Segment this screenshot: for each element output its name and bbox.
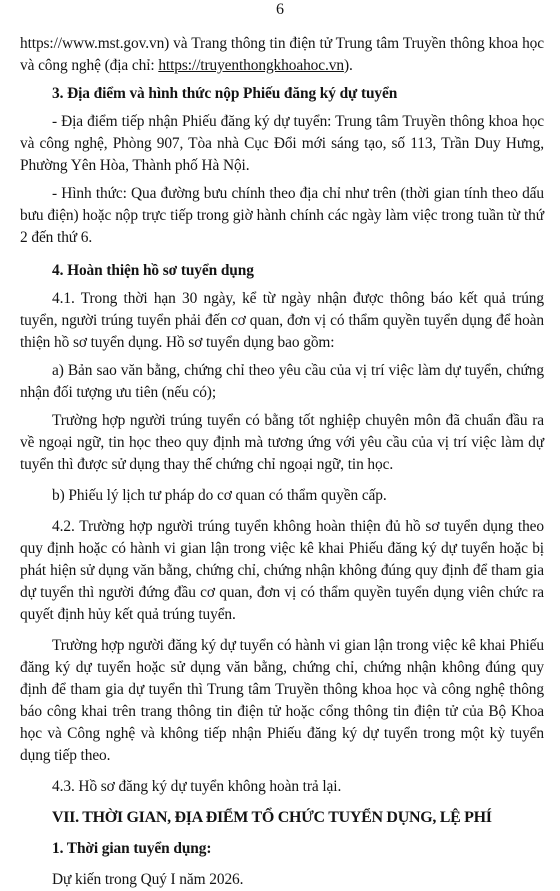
- section-3-place: - Địa điểm tiếp nhận Phiếu đăng ký dự tuyển: Trung tâm Truyền thông khoa học và công nghệ, Phòng 907, Tòa nhà Cục Đổi mới sáng tạo, số 113, Trần Duy Hưng, Phường Yên Hòa, Thành phố Hà Nội.: [20, 113, 544, 174]
- section-7-1-heading: 1. Thời gian tuyển dụng:: [52, 840, 212, 857]
- intro-text-end: ).: [343, 57, 353, 74]
- section-3-heading: 3. Địa điểm và hình thức nộp Phiếu đăng ký dự tuyển: [52, 85, 398, 102]
- document-body: [20, 33, 544, 891]
- section-7-heading: VII. THỜI GIAN, ĐỊA ĐIỂM TỔ CHỨC TUYỂN DỤNG, LỆ PHÍ: [52, 809, 492, 826]
- intro-paragraph: [20, 33, 544, 77]
- section-4-language-case: Trường hợp người trúng tuyển có bằng tốt nghiệp chuyên môn đã chuẩn đầu ra về ngoại ngữ, tin học theo quy định mà tương ứng với yêu cầu của vị trí việc làm dự tuyển thì được sử dụng thay thế chứng chỉ ngoại ngữ, tin học.: [20, 412, 544, 473]
- section-4-heading: 4. Hoàn thiện hồ sơ tuyển dụng: [52, 262, 254, 279]
- section-7-1-text: Dự kiến trong Quý I năm 2026.: [52, 871, 244, 888]
- section-4-2-fraud-paragraph: Trường hợp người đăng ký dự tuyển có hành vi gian lận trong việc kê khai Phiếu đăng ký dự tuyển hoặc sử dụng văn bằng, chứng chỉ, chứng nhận không đúng quy định để tham gia dự tuyển thì Trung tâm Truyền thông khoa học và công nghệ thông báo công khai trên trang thông tin điện tử hoặc cổng thông tin điện tử của Bộ Khoa học và Công nghệ và không tiếp nhận Phiếu đăng ký dự tuyển trong một kỳ tuyển dụng tiếp theo.: [20, 637, 544, 764]
- section-4-1-paragraph: 4.1. Trong thời hạn 30 ngày, kể từ ngày nhận được thông báo kết quả trúng tuyển, người trúng tuyển phải đến cơ quan, đơn vị có thẩm quyền tuyển dụng để hoàn thiện hồ sơ tuyển dụng. Hồ sơ tuyển dụng bao gồm:: [20, 290, 544, 351]
- page-number: 6: [276, 1, 284, 18]
- section-4-item-a: a) Bản sao văn bằng, chứng chỉ theo yêu cầu của vị trí việc làm dự tuyển, chứng nhận đối tượng ưu tiên (nếu có);: [20, 362, 544, 401]
- website-link[interactable]: https://truyenthongkhoahoc.vn: [158, 57, 344, 74]
- section-3-form: - Hình thức: Qua đường bưu chính theo địa chỉ như trên (thời gian tính theo dấu bưu điện) hoặc nộp trực tiếp trong giờ hành chính các ngày làm việc trong tuần từ thứ 2 đến thứ 6.: [20, 185, 544, 246]
- section-4-3-paragraph: 4.3. Hồ sơ đăng ký dự tuyển không hoàn trả lại.: [52, 778, 342, 795]
- section-4-2-paragraph: 4.2. Trường hợp người trúng tuyển không hoàn thiện đủ hồ sơ tuyển dụng theo quy định hoặc có hành vi gian lận trong việc kê khai Phiếu đăng ký dự tuyển hoặc bị phát hiện sử dụng văn bằng, chứng chỉ, chứng nhận không đúng quy định để tham gia dự tuyển thì người đứng đầu cơ quan, đơn vị có thẩm quyền tuyển dụng viên chức ra quyết định hủy kết quả trúng tuyển.: [20, 518, 544, 623]
- intro-text: https://www.mst.gov.vn) và Trang thông tin điện tử Trung tâm Truyền thông khoa học và công nghệ (địa chỉ:: [20, 35, 544, 74]
- section-4-item-b: b) Phiếu lý lịch tư pháp do cơ quan có thẩm quyền cấp.: [52, 487, 387, 504]
